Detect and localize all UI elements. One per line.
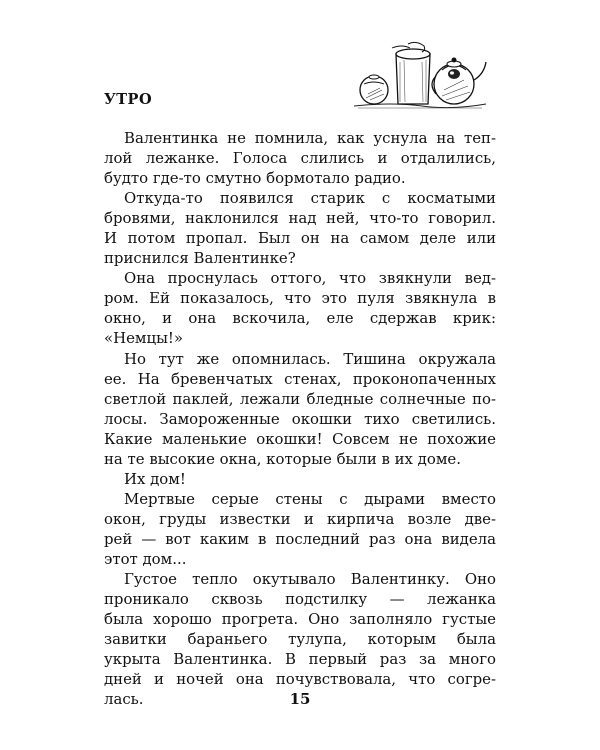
- text-line: укрыта Валентинка. В первый раз за много: [104, 650, 496, 669]
- text-line: окон, груды известки и кирпича возле две-: [104, 509, 496, 528]
- text-line: светлой паклей, лежали бледные солнечные по-: [104, 389, 496, 408]
- text-line: Их дом!: [124, 469, 186, 488]
- text-line: рей — вот каким в последний раз она видела: [104, 529, 496, 548]
- text-line: бровями, наклонился над ней, что-то говорил.: [104, 209, 496, 228]
- text-line: Она проснулась оттого, что звякнули вед-: [124, 269, 496, 288]
- page-number: 15: [289, 690, 311, 708]
- text-line: «Немцы!»: [104, 329, 184, 348]
- text-line: будто где-то смутно бормотало радио.: [104, 169, 406, 188]
- text-line: лосы. Замороженные окошки тихо светились.: [104, 409, 496, 428]
- text-line: лась.: [104, 690, 144, 709]
- text-line: ее. На бревенчатых стенах, проконопаченных: [104, 369, 496, 388]
- text-line: этот дом...: [104, 549, 187, 568]
- text-line: лой лежанке. Голоса слились и отдалились,: [104, 149, 496, 168]
- text-line: завитки бараньего тулупа, которым была: [104, 630, 496, 649]
- text-line: Мертвые серые стены с дырами вместо: [124, 489, 496, 508]
- text-line: Валентинка не помнила, как уснула на теп-: [124, 129, 496, 147]
- text-line: ром. Ей показалось, что это пуля звякнула в: [104, 289, 496, 308]
- text-line: на те высокие окна, которые были в их доме.: [104, 449, 461, 468]
- text-line: Но тут же опомнилась. Тишина окружала: [124, 349, 496, 368]
- text-line: Какие маленькие окошки! Совсем не похожие: [104, 429, 496, 448]
- text-line: окно, и она вскочила, еле сдержав крик:: [104, 309, 496, 328]
- text-line: Густое тепло окутывало Валентинку. Оно: [124, 570, 496, 589]
- text-line: И потом пропал. Был он на самом деле или: [104, 229, 496, 248]
- text-line: приснился Валентинке?: [104, 249, 296, 268]
- text-line: проникало сквозь подстилку — лежанка: [104, 590, 496, 609]
- text-line: была хорошо прогрета. Оно заполняло густые: [104, 610, 496, 629]
- text-line: дней и ночей она почувствовала, что согре-: [104, 670, 496, 689]
- body-text: [104, 128, 496, 709]
- pots-and-teapot-sketch-icon: [352, 40, 488, 110]
- text-line: Откуда-то появился старик с косматыми: [124, 189, 496, 208]
- chapter-title: УТРО: [104, 91, 153, 108]
